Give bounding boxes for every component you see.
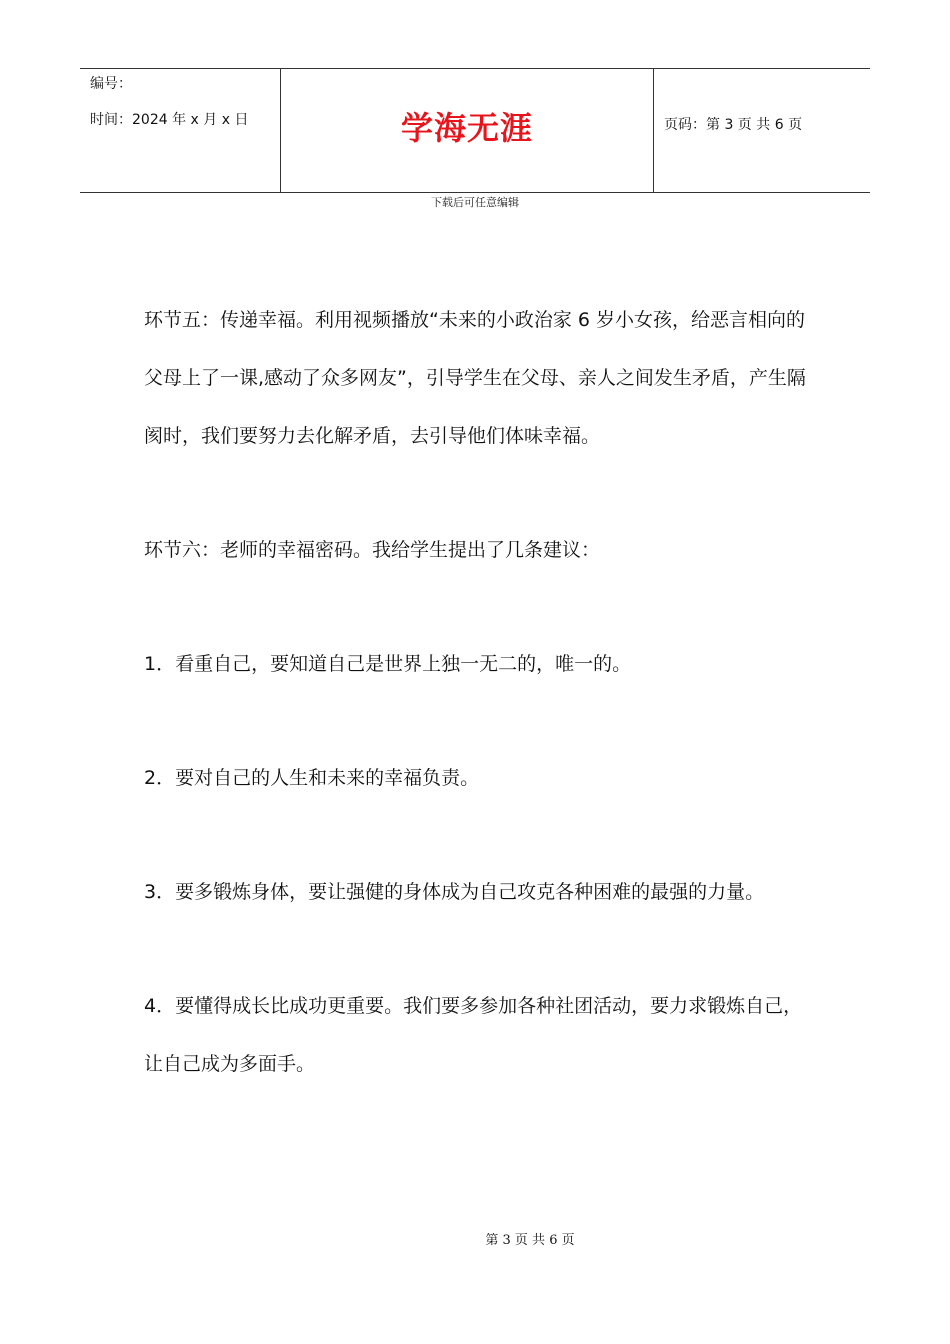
list-item-3: 3．要多锻炼身体，要让强健的身体成为自己攻克各种困难的最强的力量。 [144,881,765,903]
document-header [80,68,870,193]
paragraph-step-five: 环节五：传递幸福。利用视频播放“未来的小政治家 6 岁小女孩，给恶言相向的父母上了一课,感动了众多网友”，引导学生在父母、亲人之间发生矛盾，产生隔阂时，我们要努力去化解矛盾，去引导他们体味幸福。 [144,309,806,447]
document-body [144,291,814,1093]
list-item-1: 1．看重自己，要知道自己是世界上独一无二的，唯一的。 [144,653,632,675]
header-center-cell [280,69,654,192]
brand-title: 学海无涯 [400,109,533,147]
header-left-cell [80,69,280,192]
serial-label: 编号： [90,76,132,92]
page-number-label: 页码：第 3 页 共 6 页 [664,117,803,133]
list-item-2: 2．要对自己的人生和未来的幸福负责。 [144,767,480,789]
time-label: 时间：2024 年 x 月 x 日 [90,112,249,128]
paragraph-step-six: 环节六：老师的幸福密码。我给学生提出了几条建议： [144,539,601,561]
list-item-4: 4．要懂得成长比成功更重要。我们要多参加各种社团活动，要力求锻炼自己，让自己成为多面手。 [144,995,803,1075]
edit-note: 下载后可任意编辑 [431,196,519,209]
page-footer: 第 3 页 共 6 页 [485,1233,575,1248]
header-right-cell [654,69,870,192]
